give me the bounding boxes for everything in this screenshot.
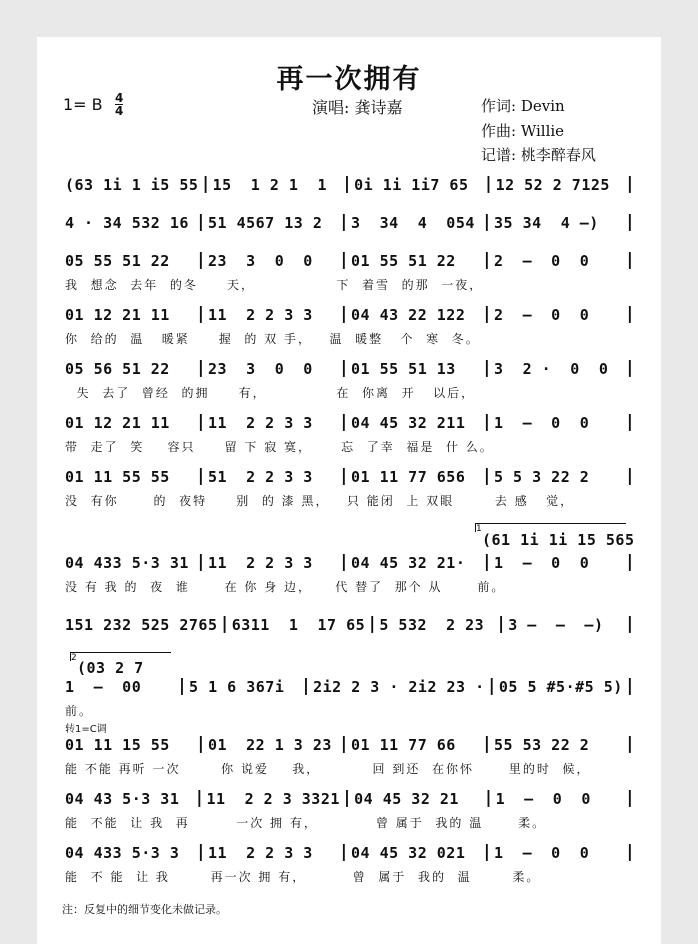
bar-line: | [302,676,310,696]
bar-line: | [485,788,492,808]
measure: 151 232 525 2765 [65,616,218,634]
volta-2-text: (03 2 7 [77,659,144,677]
lyrics-line: 你 给的 温 暖紧 握 的 双 手， 温 暖整 个 寒 冬。 [65,332,480,346]
bar-line: | [340,552,347,572]
measure: 01 12 21 11 [65,414,170,432]
measure: 01 11 77 656 [351,468,466,486]
bar-line: | [626,250,633,270]
bar-line: | [626,734,633,754]
measure: 35 34 4 –) [494,214,599,232]
lyrics-line: 我 想念 去年 的冬 天， 下 着雪 的那 一夜， [65,278,484,292]
bar-line: | [221,614,228,634]
bar-line: | [196,788,203,808]
volta-1-number: 1 [476,524,482,534]
notation-line [65,248,637,270]
bar-line: | [483,412,490,432]
volta-1-text: (61 1i 1i 15 565 [482,531,635,549]
measure: 01 55 51 13 [351,360,456,378]
measure: 04 45 32 021 [351,844,466,862]
volta-1-notes [482,527,635,549]
singer-credit: 演唱: 龚诗嘉 [312,98,403,117]
bar-line: | [340,304,347,324]
bar-line: | [483,358,490,378]
bar-line: | [343,174,351,194]
measure: 12 52 2 7125 [495,176,610,194]
bar-line: | [485,174,492,194]
transcriber-credit: 记谱: 桃李醉春风 [481,146,596,164]
bar-line: | [340,734,347,754]
lyrics-line: 带 走了 笑 容只 留 下 寂 寞， 忘 了幸 福是 什 么。 [65,440,494,454]
notation-line [65,356,637,378]
measure: 11 2 2 3 3321 [206,790,340,808]
lyrics-line: 没 有你 的 夜特 别 的 漆 黑， 只 能闭 上 双眼 去 感 觉， [65,494,575,508]
measure: 11 2 2 3 3 [208,414,313,432]
bar-line: | [497,614,505,634]
lyrics-line: 前。 [65,704,94,718]
meter-top: 4 [115,91,124,105]
score-row [65,410,637,464]
lyrics-line: 能 不 能 让 我 再一次 拥 有， 曾 属于 我的 温 柔。 [65,870,541,884]
bar-line: | [626,614,633,634]
measure: 6311 1 17 65 [231,616,366,634]
bar-line: | [202,174,209,194]
bar-line: | [197,734,204,754]
measure: 05 56 51 22 [65,360,170,378]
measure: 01 55 51 22 [351,252,456,270]
bar-line: | [340,250,347,270]
measure: 2 – 0 0 [494,252,590,270]
notation-line [65,410,637,432]
bar-line: | [483,552,490,572]
measure: 2i2 2 3 · 2i2 23 · [313,678,485,696]
measure: 55 53 22 2 [494,736,590,754]
notation-line [65,674,637,696]
sheet-page [37,37,661,944]
measure: 1 – 00 [65,678,142,696]
measure: 3 2 · 0 0 [494,360,609,378]
lyrics-line: 能 不能 再听 一次 你 说爱 我， 回 到还 在你怀 里的时 候， [65,762,591,776]
score-row [65,356,637,410]
notation-line [65,464,637,486]
measure: 04 45 32 21· [351,554,466,572]
bar-line: | [626,788,634,808]
volta-2-number: 2 [71,653,77,663]
bar-line: | [340,842,347,862]
notation-line [65,612,637,634]
measure: 01 11 77 66 [351,736,456,754]
score-row [65,732,637,786]
measure: 04 45 32 211 [351,414,466,432]
bar-line: | [488,676,495,696]
measure: 23 3 0 0 [208,360,313,378]
bar-line: | [483,842,490,862]
bar-line: | [626,304,633,324]
bar-line: | [340,358,347,378]
measure: 04 43 22 122 [351,306,466,324]
measure: 04 433 5·3 3 [65,844,180,862]
score-row [65,248,637,302]
measure: 0i 1i 1i7 65 [354,176,469,194]
measure: 01 11 15 55 [65,736,170,754]
measure: 5 5 3 22 2 [494,468,590,486]
measure: 4 · 34 532 16 [65,214,189,232]
composer-credit: 作曲: Willie [481,122,565,140]
bar-line: | [197,412,204,432]
bar-line: | [626,676,633,696]
bar-line: | [483,212,490,232]
bar-line: | [197,552,204,572]
score-row [65,464,637,518]
measure: 05 5 #5·#5 5) [498,678,623,696]
bar-line: | [483,304,490,324]
measure: 01 22 1 3 23 [208,736,332,754]
measure: 01 12 21 11 [65,306,170,324]
measure: 04 433 5·3 31 [65,554,189,572]
measure: 2 – 0 0 [494,306,590,324]
measure: 5 532 2 23 [379,616,485,634]
bar-line: | [626,358,633,378]
bar-line: | [340,212,347,232]
score-row [65,674,637,728]
measure: 11 2 2 3 3 [208,306,313,324]
measure: 51 2 2 3 3 [208,468,313,486]
lyricist-credit: 作词: Devin [481,97,565,115]
measure: 23 3 0 0 [208,252,313,270]
bar-line: | [369,614,376,634]
measure: 04 45 32 21 [354,790,459,808]
measure: (63 1i 1 i5 55 [65,176,199,194]
bar-line: | [178,676,186,696]
song-title: 再一次拥有 [276,64,422,95]
bar-line: | [343,788,351,808]
measure: 1 – 0 0 [494,414,590,432]
notation-line [65,550,637,572]
measure: 1 – 0 0 [494,844,590,862]
meter-bottom: 4 [115,104,124,118]
lyrics-line: 没 有 我 的 夜 谁 在 你 身 边， 代 替了 那个 从 前。 [65,580,506,594]
measure: 05 55 51 22 [65,252,170,270]
score-row [65,302,637,356]
bar-line: | [626,842,633,862]
bar-line: | [197,250,204,270]
bar-line: | [483,250,490,270]
bar-line: | [626,412,633,432]
bar-line: | [483,734,490,754]
lyrics-line: 失 去了 曾经 的拥 有， 在 你离 开 以后， [65,386,476,400]
lyrics-line: 能 不能 让 我 再 一次 拥 有， 曾 属于 我的 温 柔。 [65,816,547,830]
bar-line: | [626,466,633,486]
measure: 3 34 4 054 [351,214,475,232]
bar-line: | [340,466,347,486]
notation-line [65,840,637,862]
footnote: 注：反复中的细节变化未做记录。 [62,903,227,916]
score-row [65,550,637,604]
measure: 3 – – –) [508,616,604,634]
bar-line: | [197,358,204,378]
bar-line: | [197,304,204,324]
volta-2-notes [77,655,177,677]
bar-line: | [626,174,634,194]
measure: 01 11 55 55 [65,468,170,486]
bar-line: | [197,466,204,486]
measure: 11 2 2 3 3 [208,554,313,572]
bar-line: | [197,842,204,862]
notation-line [65,786,637,808]
modulation-mark: 转1=C调 [65,724,107,735]
measure: 15 1 2 1 1 [212,176,328,194]
measure: 1 – 0 0 [494,554,590,572]
measure: 1 – 0 0 [495,790,591,808]
measure: 04 43 5·3 31 [65,790,180,808]
bar-line: | [197,212,204,232]
score-row [65,840,637,894]
bar-line: | [626,212,633,232]
score-row [65,786,637,840]
notation-line [65,302,637,324]
notation-line [65,210,637,232]
measure: 5 1 6 367i [189,678,285,696]
measure: 11 2 2 3 3 [208,844,313,862]
notation-line [65,172,637,194]
bar-line: | [483,466,490,486]
bar-line: | [340,412,347,432]
key-signature: 1= B [63,95,103,114]
measure: 51 4567 13 2 [208,214,323,232]
time-signature [115,92,123,117]
notation-line [65,732,637,754]
bar-line: | [626,552,633,572]
